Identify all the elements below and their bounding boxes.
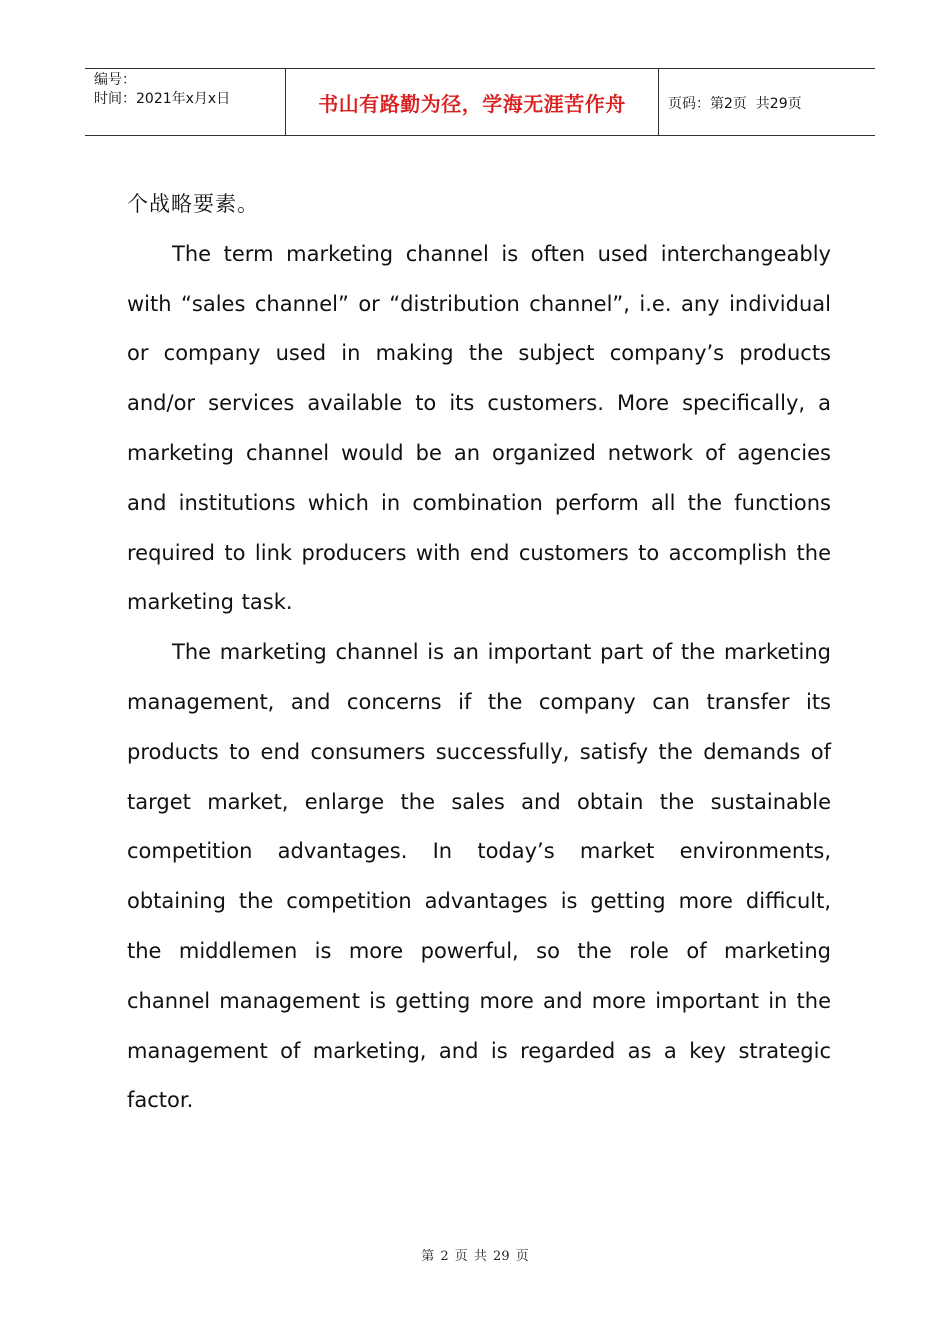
document-body	[127, 180, 831, 1126]
header-meta-cell	[85, 69, 286, 135]
header-motto: 书山有路勤为径，学海无涯苦作舟	[318, 91, 626, 116]
body-paragraph-1: The term marketing channel is often used interchangeably with “sales channel” or “distribution channel”, i.e. any individual or company used in making the subject company’s products and/or services available to its customers. More specifically, a marketing channel would be an organized network of agencies and institutions which in combination perform all the functions required to link producers with end customers to accomplish the marketing task.	[127, 241, 831, 615]
body-paragraph-2: The marketing channel is an important part of the marketing management, and concerns if the company can transfer its products to end consumers successfully, satisfy the demands of target market, enlarge the sales and obtain the sustainable competition advantages. In today’s market environments, obtaining the competition advantages is getting more difficult, the middlemen is more powerful, so the role of marketing channel management is getting more and more important in the management of marketing, and is regarded as a key strategic factor.	[127, 640, 831, 1113]
document-time-label: 时间：2021年x月x日	[94, 91, 231, 107]
footer-page-number: 第 2 页 共 29 页	[421, 1249, 529, 1264]
page-header	[85, 68, 875, 136]
header-page-code: 页码：第2页 共29页	[668, 96, 802, 112]
page-footer	[0, 1245, 950, 1264]
continued-line: 个战略要素。	[127, 192, 259, 216]
header-motto-cell	[286, 69, 659, 135]
document-number-label: 编号：	[94, 72, 136, 88]
header-page-cell	[659, 69, 875, 135]
